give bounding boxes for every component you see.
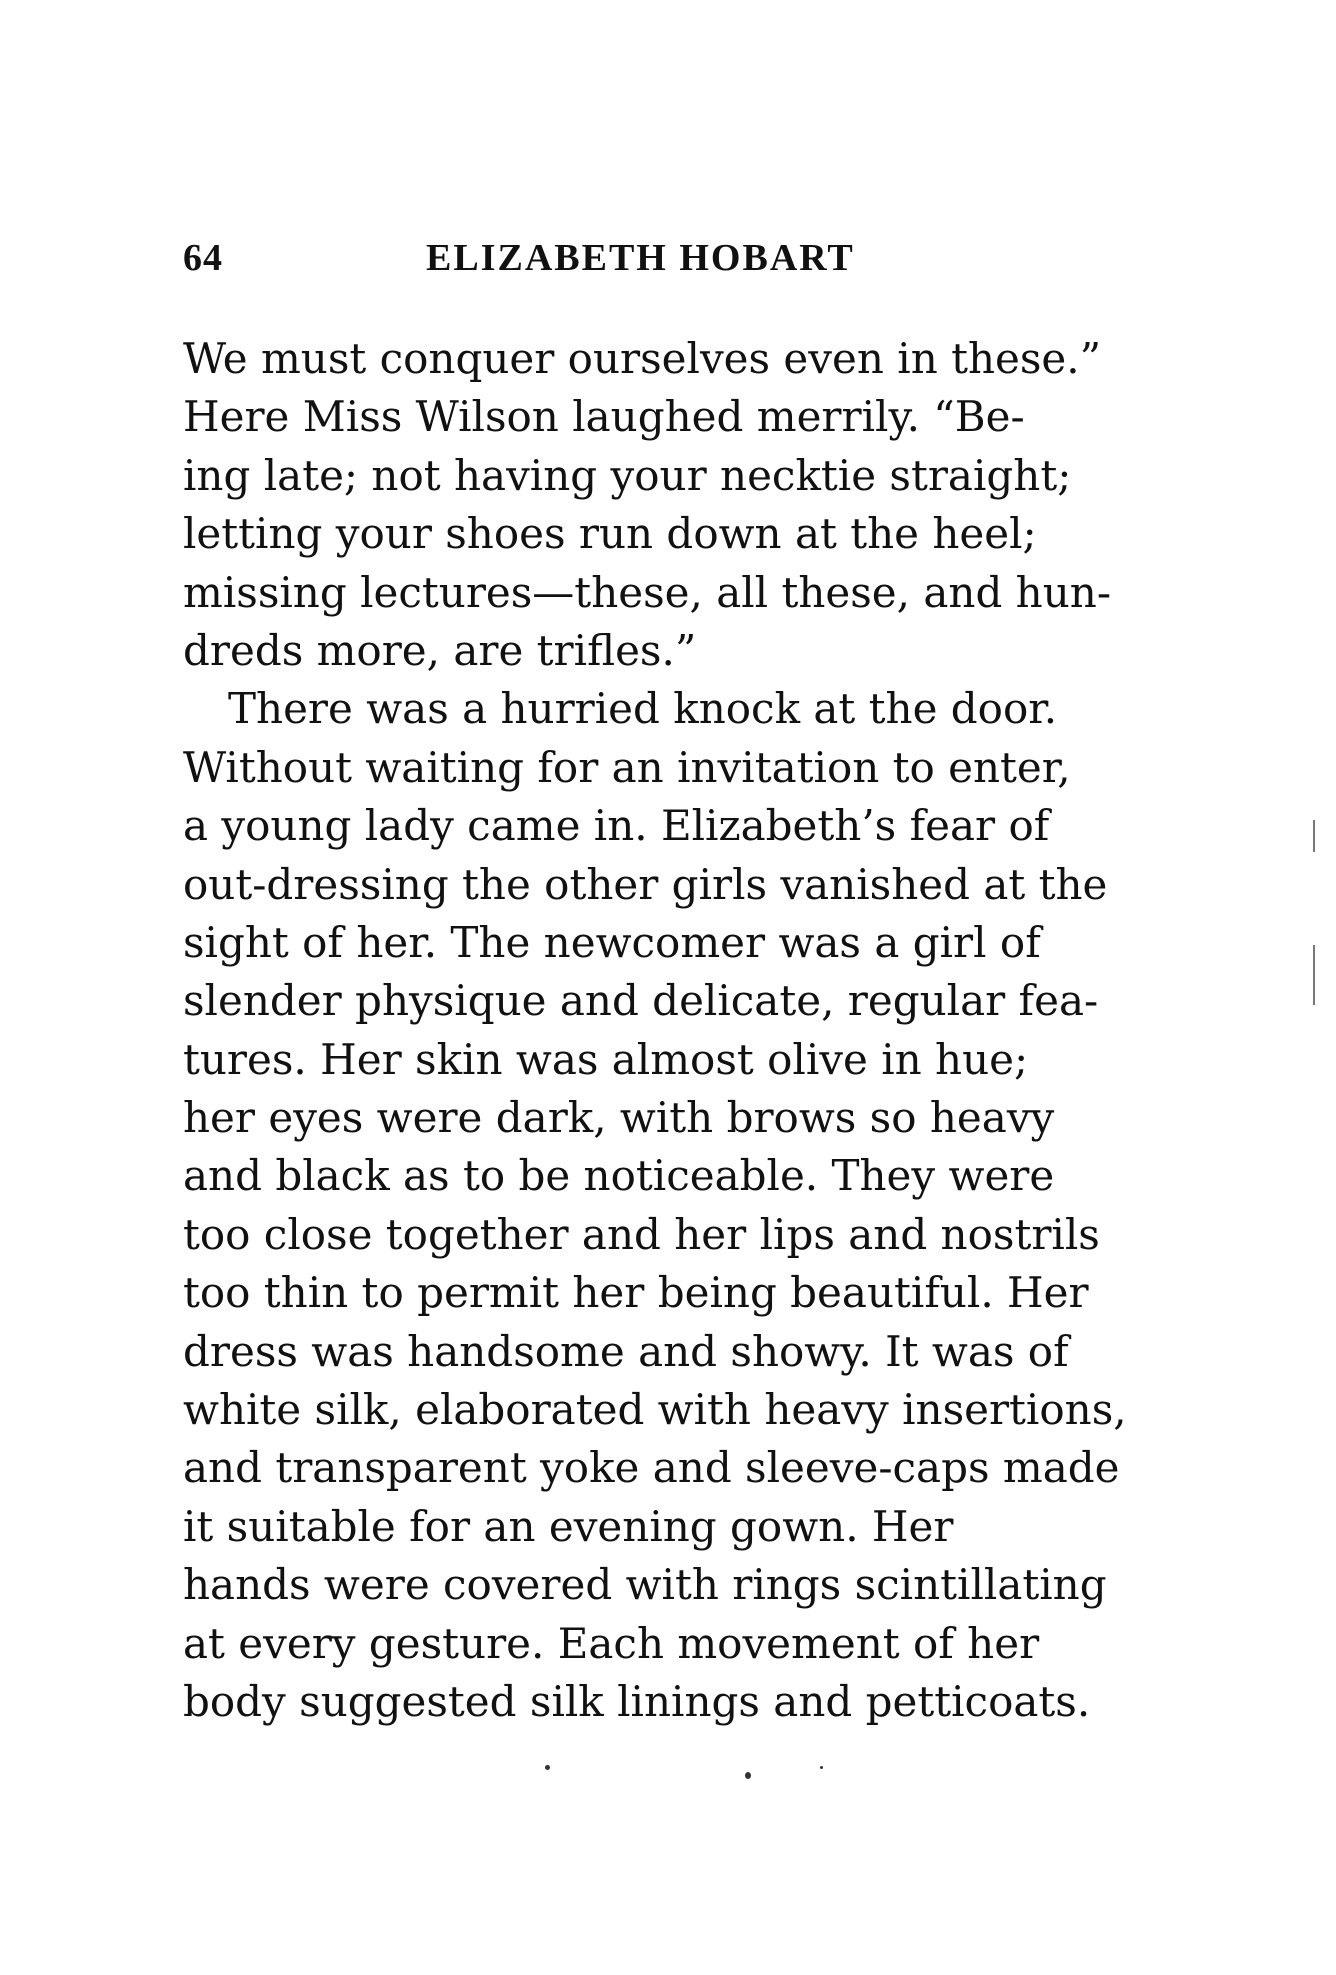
text-line: and black as to be noticeable. They were <box>183 1151 1055 1201</box>
text-line: it suitable for an evening gown. Her <box>183 1501 954 1551</box>
text-line: too close together and her lips and nostrils <box>183 1209 1100 1259</box>
scan-edge-mark <box>1313 820 1315 852</box>
text-line: We must conquer ourselves even in these.” <box>183 334 1102 383</box>
text-line: sight of her. The newcomer was a girl of <box>183 917 1041 967</box>
text-line: Here Miss Wilson laughed merrily. “Be- <box>183 392 1025 442</box>
text-line: out-dressing the other girls vanished at the <box>183 859 1108 909</box>
text-line: too thin to permit her being beautiful. Her <box>183 1268 1089 1318</box>
text-line: a young lady came in. Elizabeth’s fear of <box>183 801 1050 851</box>
text-line: at every gesture. Each movement of her <box>183 1618 1040 1668</box>
text-line: dress was handsome and showy. It was of <box>183 1326 1069 1376</box>
scan-edge-mark <box>1313 945 1315 1005</box>
running-title: ELIZABETH HOBART <box>426 237 855 279</box>
body-text <box>183 330 1183 1731</box>
text-line: letting your shoes run down at the heel; <box>183 509 1037 559</box>
text-line: ing late; not having your necktie straight; <box>183 450 1072 500</box>
text-line: dreds more, are trifles.” <box>183 625 697 675</box>
ink-speck <box>820 1766 823 1769</box>
text-line: tures. Her skin was almost olive in hue; <box>183 1034 1029 1084</box>
paragraph-start-line: There was a hurried knock at the door. <box>228 684 1058 734</box>
text-line: and transparent yoke and sleeve-caps made <box>183 1443 1120 1493</box>
text-line: slender physique and delicate, regular fea- <box>183 976 1099 1026</box>
text-line: body suggested silk linings and petticoats. <box>183 1676 1091 1726</box>
text-line: missing lectures—these, all these, and hun- <box>183 567 1112 617</box>
ink-speck <box>545 1765 550 1770</box>
text-line: white silk, elaborated with heavy insertions, <box>183 1385 1127 1435</box>
page-number: 64 <box>183 237 223 279</box>
ink-speck <box>745 1772 751 1779</box>
running-head <box>183 236 963 286</box>
text-line: her eyes were dark, with brows so heavy <box>183 1093 1055 1143</box>
text-line: hands were covered with rings scintillating <box>183 1560 1107 1610</box>
text-line: Without waiting for an invitation to enter, <box>183 742 1071 792</box>
